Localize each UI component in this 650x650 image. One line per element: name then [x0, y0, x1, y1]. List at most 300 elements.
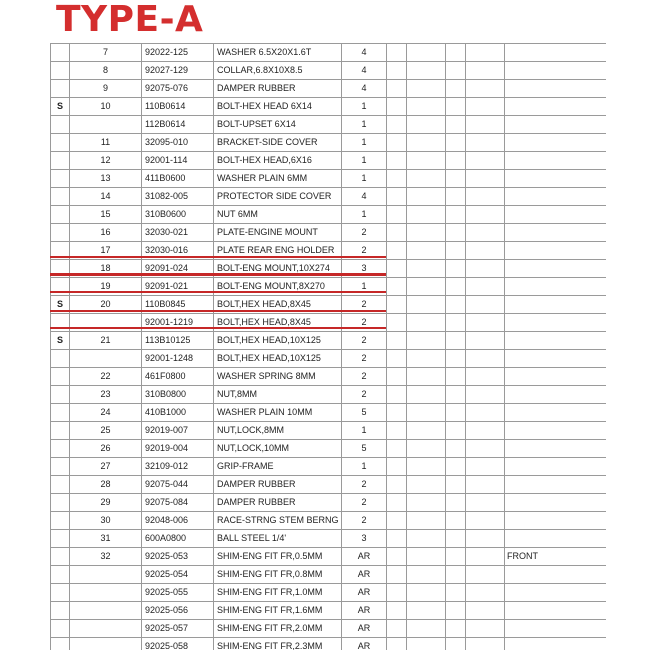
- blank-cell: [466, 458, 505, 476]
- blank-cell: [446, 530, 466, 548]
- blank-cell: [446, 494, 466, 512]
- blank-cell: [466, 116, 505, 134]
- service-mark: [51, 170, 70, 188]
- blank-cell: [407, 584, 446, 602]
- blank-cell: [387, 620, 407, 638]
- remarks: [505, 602, 607, 620]
- blank-cell: [387, 566, 407, 584]
- blank-cell: [466, 494, 505, 512]
- blank-cell: [466, 314, 505, 332]
- ref-number: 28: [70, 476, 142, 494]
- part-number: 600A0800: [142, 530, 214, 548]
- blank-cell: [466, 350, 505, 368]
- page-title: TYPE-A: [56, 0, 204, 40]
- part-description: BOLT-HEX HEAD,6X16: [214, 152, 342, 170]
- part-description: NUT,LOCK,10MM: [214, 440, 342, 458]
- table-row: [51, 440, 607, 458]
- service-mark: [51, 62, 70, 80]
- remarks: [505, 80, 607, 98]
- blank-cell: [407, 188, 446, 206]
- remarks: [505, 314, 607, 332]
- remarks: FRONT: [505, 548, 607, 566]
- blank-cell: [407, 98, 446, 116]
- blank-cell: [387, 296, 407, 314]
- part-description: RACE-STRNG STEM BERNG: [214, 512, 342, 530]
- blank-cell: [466, 566, 505, 584]
- remarks: [505, 260, 607, 278]
- part-description: PLATE REAR ENG HOLDER: [214, 242, 342, 260]
- quantity: 1: [342, 458, 387, 476]
- part-number: 310B0600: [142, 206, 214, 224]
- blank-cell: [446, 512, 466, 530]
- quantity: 5: [342, 404, 387, 422]
- blank-cell: [446, 602, 466, 620]
- blank-cell: [407, 404, 446, 422]
- ref-number: [70, 620, 142, 638]
- blank-cell: [446, 620, 466, 638]
- table-row: [51, 386, 607, 404]
- part-description: SHIM-ENG FIT FR,1.6MM: [214, 602, 342, 620]
- part-number: 110B0845: [142, 296, 214, 314]
- blank-cell: [446, 224, 466, 242]
- quantity: 1: [342, 116, 387, 134]
- service-mark: [51, 422, 70, 440]
- part-number: 411B0600: [142, 170, 214, 188]
- blank-cell: [446, 80, 466, 98]
- blank-cell: [446, 206, 466, 224]
- ref-number: 7: [70, 44, 142, 62]
- blank-cell: [407, 62, 446, 80]
- quantity: 5: [342, 440, 387, 458]
- blank-cell: [387, 152, 407, 170]
- blank-cell: [466, 62, 505, 80]
- part-number: 410B1000: [142, 404, 214, 422]
- part-description: PROTECTOR SIDE COVER: [214, 188, 342, 206]
- part-number: 92091-024: [142, 260, 214, 278]
- blank-cell: [387, 422, 407, 440]
- blank-cell: [466, 134, 505, 152]
- ref-number: 14: [70, 188, 142, 206]
- blank-cell: [387, 242, 407, 260]
- blank-cell: [387, 530, 407, 548]
- ref-number: 30: [70, 512, 142, 530]
- service-mark: [51, 44, 70, 62]
- part-number: 92048-006: [142, 512, 214, 530]
- service-mark: [51, 512, 70, 530]
- blank-cell: [446, 638, 466, 650]
- table-row: [51, 512, 607, 530]
- blank-cell: [466, 368, 505, 386]
- blank-cell: [387, 476, 407, 494]
- service-mark: S: [51, 332, 70, 350]
- table-row: [51, 278, 607, 296]
- remarks: [505, 476, 607, 494]
- ref-number: 13: [70, 170, 142, 188]
- quantity: 2: [342, 350, 387, 368]
- blank-cell: [446, 170, 466, 188]
- blank-cell: [446, 440, 466, 458]
- part-number: 92075-084: [142, 494, 214, 512]
- service-mark: [51, 242, 70, 260]
- table-row: [51, 350, 607, 368]
- remarks: [505, 458, 607, 476]
- service-mark: [51, 602, 70, 620]
- blank-cell: [466, 278, 505, 296]
- blank-cell: [387, 314, 407, 332]
- blank-cell: [446, 152, 466, 170]
- part-number: 32095-010: [142, 134, 214, 152]
- ref-number: 15: [70, 206, 142, 224]
- quantity: 2: [342, 386, 387, 404]
- blank-cell: [446, 134, 466, 152]
- blank-cell: [466, 80, 505, 98]
- remarks: [505, 368, 607, 386]
- part-number: 32109-012: [142, 458, 214, 476]
- part-description: GRIP-FRAME: [214, 458, 342, 476]
- ref-number: 21: [70, 332, 142, 350]
- part-description: NUT,8MM: [214, 386, 342, 404]
- quantity: 2: [342, 242, 387, 260]
- blank-cell: [466, 98, 505, 116]
- remarks: [505, 242, 607, 260]
- service-mark: [51, 638, 70, 650]
- blank-cell: [387, 278, 407, 296]
- blank-cell: [407, 566, 446, 584]
- blank-cell: [466, 206, 505, 224]
- blank-cell: [466, 44, 505, 62]
- blank-cell: [407, 386, 446, 404]
- ref-number: [70, 584, 142, 602]
- ref-number: 32: [70, 548, 142, 566]
- blank-cell: [407, 152, 446, 170]
- ref-number: 23: [70, 386, 142, 404]
- quantity: 2: [342, 224, 387, 242]
- remarks: [505, 278, 607, 296]
- part-number: 113B10125: [142, 332, 214, 350]
- part-number: 92027-129: [142, 62, 214, 80]
- blank-cell: [446, 188, 466, 206]
- table-row: [51, 620, 607, 638]
- blank-cell: [387, 80, 407, 98]
- table-row: [51, 404, 607, 422]
- service-mark: [51, 404, 70, 422]
- service-mark: [51, 206, 70, 224]
- quantity: AR: [342, 602, 387, 620]
- table-row: [51, 296, 607, 314]
- part-description: NUT,LOCK,8MM: [214, 422, 342, 440]
- quantity: 2: [342, 476, 387, 494]
- remarks: [505, 116, 607, 134]
- remarks: [505, 224, 607, 242]
- remarks: [505, 620, 607, 638]
- blank-cell: [446, 116, 466, 134]
- blank-cell: [407, 242, 446, 260]
- ref-number: 10: [70, 98, 142, 116]
- blank-cell: [466, 332, 505, 350]
- blank-cell: [407, 134, 446, 152]
- ref-number: 27: [70, 458, 142, 476]
- part-number: 92001-1219: [142, 314, 214, 332]
- table-row: [51, 368, 607, 386]
- service-mark: [51, 224, 70, 242]
- quantity: 2: [342, 494, 387, 512]
- part-number: 92025-055: [142, 584, 214, 602]
- part-number: 92025-057: [142, 620, 214, 638]
- ref-number: 31: [70, 530, 142, 548]
- blank-cell: [407, 548, 446, 566]
- blank-cell: [466, 620, 505, 638]
- table-row: [51, 530, 607, 548]
- blank-cell: [407, 260, 446, 278]
- quantity: 4: [342, 44, 387, 62]
- blank-cell: [387, 206, 407, 224]
- service-mark: [51, 368, 70, 386]
- ref-number: [70, 638, 142, 650]
- parts-table-body: [51, 44, 607, 650]
- ref-number: 8: [70, 62, 142, 80]
- remarks: [505, 350, 607, 368]
- blank-cell: [407, 224, 446, 242]
- blank-cell: [387, 458, 407, 476]
- blank-cell: [387, 404, 407, 422]
- blank-cell: [466, 296, 505, 314]
- part-description: DAMPER RUBBER: [214, 476, 342, 494]
- service-mark: [51, 566, 70, 584]
- remarks: [505, 422, 607, 440]
- table-row: [51, 116, 607, 134]
- blank-cell: [407, 314, 446, 332]
- quantity: 2: [342, 332, 387, 350]
- blank-cell: [387, 386, 407, 404]
- service-mark: [51, 278, 70, 296]
- part-description: DAMPER RUBBER: [214, 80, 342, 98]
- quantity: 1: [342, 206, 387, 224]
- ref-number: 17: [70, 242, 142, 260]
- quantity: 1: [342, 170, 387, 188]
- blank-cell: [387, 332, 407, 350]
- part-number: 32030-021: [142, 224, 214, 242]
- service-mark: [51, 80, 70, 98]
- table-row: [51, 224, 607, 242]
- part-number: 92025-054: [142, 566, 214, 584]
- part-description: BOLT-HEX HEAD 6X14: [214, 98, 342, 116]
- ref-number: [70, 314, 142, 332]
- service-mark: [51, 476, 70, 494]
- part-description: BOLT,HEX HEAD,8X45: [214, 296, 342, 314]
- quantity: 1: [342, 278, 387, 296]
- quantity: 3: [342, 530, 387, 548]
- ref-number: 25: [70, 422, 142, 440]
- part-number: 32030-016: [142, 242, 214, 260]
- table-row: [51, 566, 607, 584]
- table-row: [51, 458, 607, 476]
- service-mark: [51, 116, 70, 134]
- blank-cell: [466, 170, 505, 188]
- table-row: [51, 422, 607, 440]
- quantity: AR: [342, 620, 387, 638]
- blank-cell: [446, 242, 466, 260]
- quantity: 1: [342, 152, 387, 170]
- part-description: BOLT-ENG MOUNT,10X274: [214, 260, 342, 278]
- part-description: SHIM-ENG FIT FR,2.0MM: [214, 620, 342, 638]
- blank-cell: [407, 494, 446, 512]
- table-row: [51, 548, 607, 566]
- blank-cell: [407, 458, 446, 476]
- part-number: 92001-1248: [142, 350, 214, 368]
- blank-cell: [387, 494, 407, 512]
- service-mark: [51, 350, 70, 368]
- blank-cell: [387, 368, 407, 386]
- blank-cell: [466, 188, 505, 206]
- blank-cell: [446, 44, 466, 62]
- blank-cell: [407, 638, 446, 650]
- ref-number: 19: [70, 278, 142, 296]
- part-number: 461F0800: [142, 368, 214, 386]
- table-row: [51, 152, 607, 170]
- blank-cell: [466, 404, 505, 422]
- quantity: 2: [342, 512, 387, 530]
- part-description: SHIM-ENG FIT FR,0.8MM: [214, 566, 342, 584]
- part-description: BOLT,HEX HEAD,8X45: [214, 314, 342, 332]
- quantity: 2: [342, 368, 387, 386]
- ref-number: 11: [70, 134, 142, 152]
- quantity: 4: [342, 80, 387, 98]
- part-number: 92022-125: [142, 44, 214, 62]
- blank-cell: [387, 512, 407, 530]
- ref-number: [70, 566, 142, 584]
- part-description: DAMPER RUBBER: [214, 494, 342, 512]
- blank-cell: [407, 278, 446, 296]
- blank-cell: [387, 440, 407, 458]
- ref-number: 9: [70, 80, 142, 98]
- part-number: 310B0800: [142, 386, 214, 404]
- service-mark: [51, 584, 70, 602]
- blank-cell: [466, 440, 505, 458]
- ref-number: [70, 350, 142, 368]
- blank-cell: [446, 98, 466, 116]
- blank-cell: [407, 332, 446, 350]
- blank-cell: [407, 602, 446, 620]
- part-number: 92019-004: [142, 440, 214, 458]
- part-number: 92025-056: [142, 602, 214, 620]
- service-mark: [51, 530, 70, 548]
- blank-cell: [387, 116, 407, 134]
- blank-cell: [466, 260, 505, 278]
- quantity: 1: [342, 422, 387, 440]
- remarks: [505, 638, 607, 650]
- blank-cell: [466, 476, 505, 494]
- remarks: [505, 494, 607, 512]
- quantity: AR: [342, 638, 387, 650]
- part-description: BOLT,HEX HEAD,10X125: [214, 350, 342, 368]
- blank-cell: [466, 638, 505, 650]
- part-number: 92075-044: [142, 476, 214, 494]
- blank-cell: [387, 224, 407, 242]
- part-description: BOLT,HEX HEAD,10X125: [214, 332, 342, 350]
- table-row: [51, 62, 607, 80]
- blank-cell: [407, 530, 446, 548]
- part-number: 92025-058: [142, 638, 214, 650]
- service-mark: [51, 620, 70, 638]
- quantity: 2: [342, 296, 387, 314]
- table-row: [51, 206, 607, 224]
- parts-table: [50, 43, 606, 650]
- remarks: [505, 512, 607, 530]
- service-mark: [51, 188, 70, 206]
- part-description: NUT 6MM: [214, 206, 342, 224]
- blank-cell: [407, 476, 446, 494]
- remarks: [505, 530, 607, 548]
- part-description: SHIM-ENG FIT FR,0.5MM: [214, 548, 342, 566]
- part-description: BOLT-ENG MOUNT,8X270: [214, 278, 342, 296]
- blank-cell: [407, 440, 446, 458]
- part-number: 92025-053: [142, 548, 214, 566]
- part-description: WASHER 6.5X20X1.6T: [214, 44, 342, 62]
- table-row: [51, 494, 607, 512]
- blank-cell: [466, 512, 505, 530]
- ref-number: [70, 116, 142, 134]
- table-row: [51, 260, 607, 278]
- blank-cell: [446, 350, 466, 368]
- remarks: [505, 170, 607, 188]
- remarks: [505, 566, 607, 584]
- blank-cell: [446, 476, 466, 494]
- blank-cell: [446, 422, 466, 440]
- remarks: [505, 62, 607, 80]
- blank-cell: [466, 422, 505, 440]
- remarks: [505, 296, 607, 314]
- table-row: [51, 476, 607, 494]
- blank-cell: [387, 98, 407, 116]
- remarks: [505, 404, 607, 422]
- table-row: [51, 44, 607, 62]
- quantity: AR: [342, 584, 387, 602]
- blank-cell: [446, 548, 466, 566]
- blank-cell: [446, 404, 466, 422]
- part-number: 92001-114: [142, 152, 214, 170]
- blank-cell: [407, 44, 446, 62]
- blank-cell: [407, 170, 446, 188]
- part-description: WASHER PLAIN 6MM: [214, 170, 342, 188]
- blank-cell: [407, 80, 446, 98]
- remarks: [505, 188, 607, 206]
- quantity: 4: [342, 62, 387, 80]
- remarks: [505, 98, 607, 116]
- blank-cell: [466, 242, 505, 260]
- blank-cell: [387, 134, 407, 152]
- table-row: [51, 314, 607, 332]
- blank-cell: [407, 422, 446, 440]
- table-row: [51, 242, 607, 260]
- ref-number: 18: [70, 260, 142, 278]
- service-mark: [51, 494, 70, 512]
- blank-cell: [446, 386, 466, 404]
- part-number: 92091-021: [142, 278, 214, 296]
- quantity: 1: [342, 98, 387, 116]
- blank-cell: [446, 584, 466, 602]
- blank-cell: [446, 458, 466, 476]
- part-description: WASHER SPRING 8MM: [214, 368, 342, 386]
- remarks: [505, 152, 607, 170]
- service-mark: [51, 314, 70, 332]
- blank-cell: [387, 170, 407, 188]
- ref-number: 24: [70, 404, 142, 422]
- blank-cell: [387, 62, 407, 80]
- blank-cell: [387, 584, 407, 602]
- ref-number: 26: [70, 440, 142, 458]
- blank-cell: [466, 224, 505, 242]
- part-description: COLLAR,6.8X10X8.5: [214, 62, 342, 80]
